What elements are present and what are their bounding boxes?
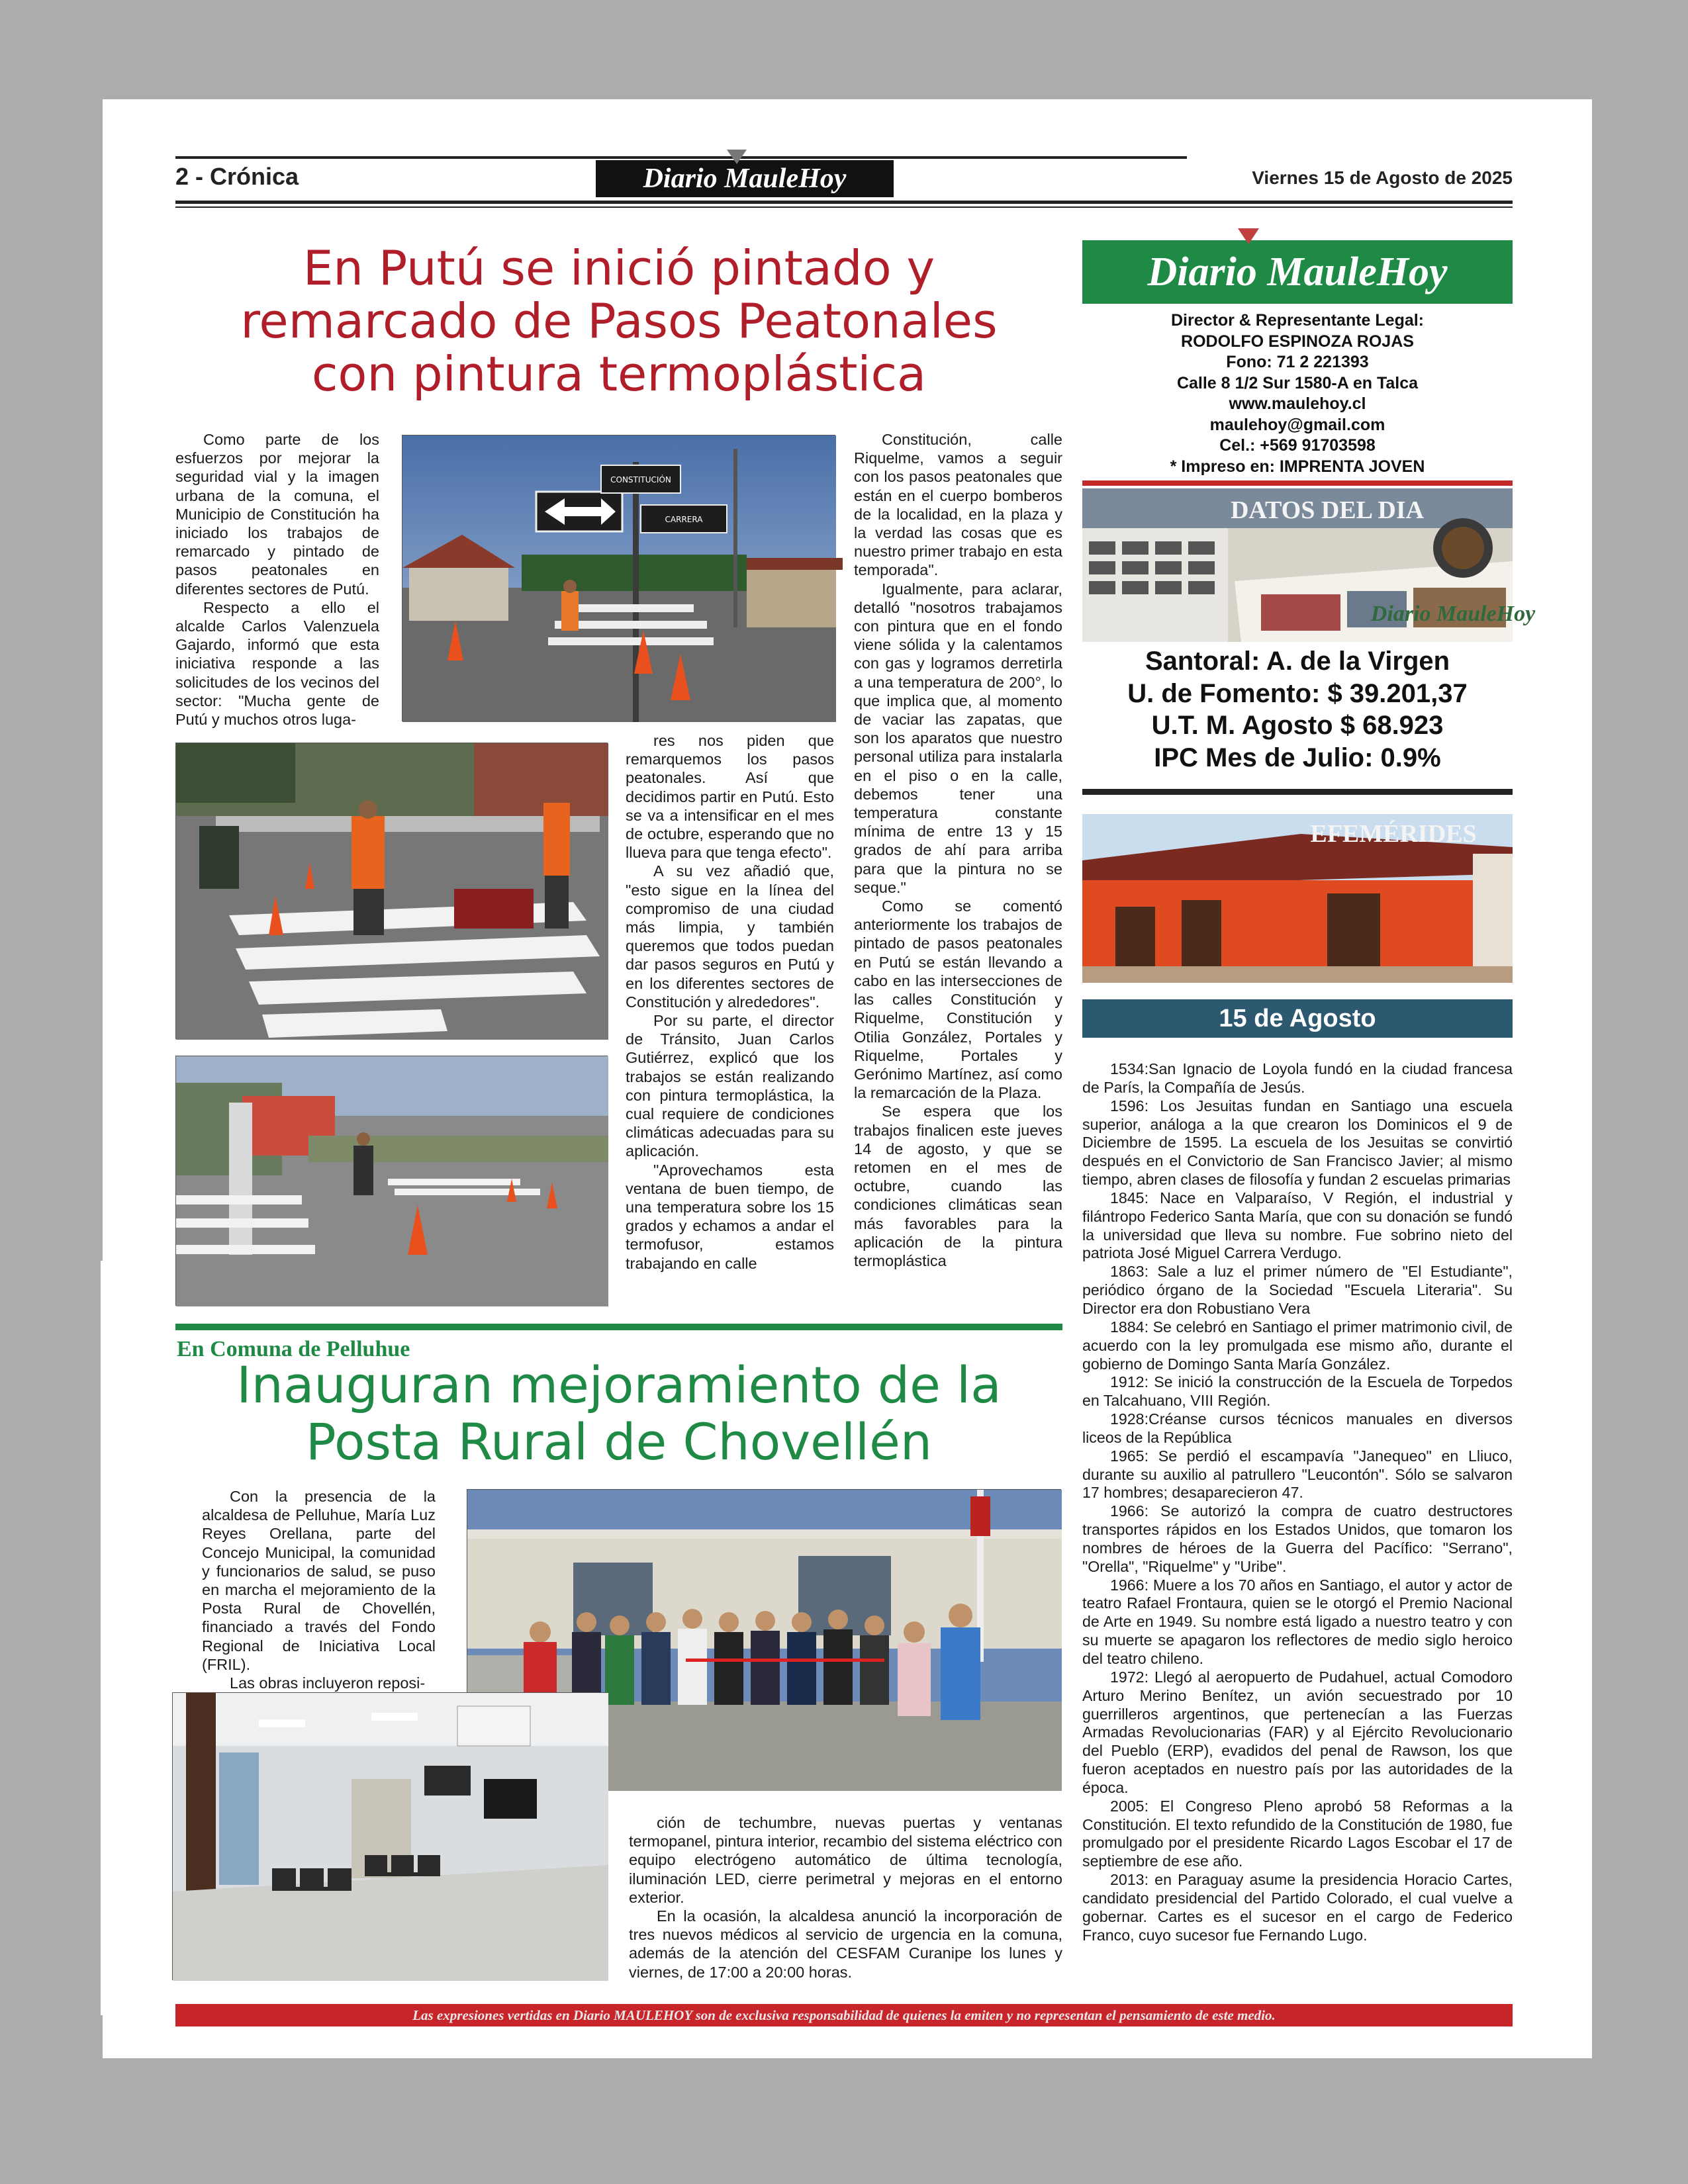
efemerides-entry: 1884: Se celebró en Santiago el primer matrimonio civil, de acuerdo con la ley promulgada ese mismo año, durante el gobierno de Domingo Santa María González. bbox=[1082, 1318, 1513, 1373]
datos-values bbox=[1082, 645, 1513, 774]
efemerides-list bbox=[1082, 1060, 1513, 1945]
photo-workers-crosswalk-art bbox=[176, 743, 608, 1040]
efemerides-entry: 1966: Se autorizó la compra de cuatro destructores transportes rápidos en los Estados Unidos, que tomaron los nombres de héroes de la Guerra del Pacífico: "Serrano", "Orella", "Riquelme" y "Uribe". bbox=[1082, 1502, 1513, 1575]
article1-col1-p2: Respecto a ello el alcalde Carlos Valenzuela Gajardo, informó que esta iniciativa responde a las solicitudes de los vecinos del sector: "Mucha gente de Putú y muchos otros luga- bbox=[175, 598, 379, 729]
sign-top-text: CONSTITUCIÓN bbox=[610, 475, 671, 484]
efemerides-entry: 1534:San Ignacio de Loyola fundó en la ciudad francesa de París, la Compañía de Jesús. bbox=[1082, 1060, 1513, 1096]
datos-banner-logo: Diario MauleHoy bbox=[1370, 602, 1536, 626]
datos-bottom-rule bbox=[1082, 789, 1513, 795]
photo-street-cones bbox=[175, 1056, 608, 1306]
masthead-info bbox=[1082, 310, 1513, 477]
datos-rule bbox=[1082, 480, 1513, 486]
masthead-line-imprenta: * Impreso en: IMPRENTA JOVEN bbox=[1170, 457, 1425, 476]
masthead-line-director: Director & Representante Legal: bbox=[1170, 311, 1425, 330]
efemerides-banner-art bbox=[1082, 814, 1513, 983]
footer-disclaimer: Las expresiones vertidas en Diario MAULEHOY son de exclusiva responsabilidad de quienes la emiten y no representan el pensamiento de este medio. bbox=[412, 2007, 1276, 2023]
masthead-line-cel: Cel.: +569 91703598 bbox=[1219, 436, 1376, 455]
masthead-line-name: RODOLFO ESPINOZA ROJAS bbox=[1181, 332, 1414, 351]
photo-waiting-room-art bbox=[173, 1693, 608, 1981]
article2-col2-p1: ción de techumbre, nuevas puertas y ventanas termopanel, pintura interior, recambio del sistema eléctrico con equipo electrógeno automático de última tecnología, iluminación LED, cierre perimetral y mejoras en el entorno exterior. bbox=[629, 1814, 1062, 1906]
masthead-line-email: maulehoy@gmail.com bbox=[1209, 415, 1385, 434]
article1-col3 bbox=[854, 430, 1062, 1270]
article2-col1-p2: Las obras incluyeron reposi- bbox=[230, 1674, 426, 1692]
header-date: Viernes 15 de Agosto de 2025 bbox=[1252, 167, 1513, 188]
article1-col1-p1: Como parte de los esfuerzos por mejorar la seguridad vial y la imagen urbana de la comuna, el Municipio de Constitución ha iniciado los trabajos de remarcado y pintado de pasos peatonales en diferentes sectores de Putú. bbox=[175, 431, 379, 598]
article1-col3-p4: Se espera que los trabajos finalicen este jueves 14 de agosto, y que se retomen en el mes de octubre, cuando las condiciones climáticas sean más favorables para la aplicación de la pintura termoplástica bbox=[854, 1103, 1062, 1269]
header-rule-thin bbox=[175, 206, 1513, 208]
article1-col2-p1: res nos piden que remarquemos los pasos peatonales. Así que decidimos partir en Putú. Esto se va a intensificar en el mes de octubre, esperando que no llueva para que tenga efecto". bbox=[626, 732, 834, 862]
article2-col1-p1: Con la presencia de la alcaldesa de Pelluhue, María Luz Reyes Orellana, parte del Concejo Municipal, la comunidad y funcionarios de salud, se puso en marcha el mejoramiento de la Posta Rural de Chovellén, financiado a través del Fondo Regional de Iniciativa Local (FRIL). bbox=[202, 1488, 436, 1673]
article1-title bbox=[175, 242, 1062, 400]
efemerides-entry: 2013: en Paraguay asume la presidencia Horacio Cartes, candidato presidencial del Partido Colorado, el cual vuelve a gobernar. Cartes es el sucesor en el cargo de Federico Franco, cuyo sucesor fue Fernando Lugo. bbox=[1082, 1871, 1513, 1944]
header-logo-text: Diario MauleHoy bbox=[643, 163, 847, 194]
header-top-rule bbox=[175, 156, 1187, 159]
article1-title-line1: En Putú se inició pintado y bbox=[303, 240, 935, 296]
efemerides-banner bbox=[1082, 814, 1513, 983]
article1-col3-p1: Constitución, calle Riquelme, vamos a seguir con los pasos peatonales que están en el cuerpo bomberos de la localidad, en la plaza y la verdad las cosas que es nuestro primer trabajo en esta temporada". bbox=[854, 431, 1062, 579]
datos-uf: U. de Fomento: $ 39.201,37 bbox=[1127, 678, 1468, 708]
article2-title-line1: Inauguran mejoramiento de la bbox=[236, 1355, 1002, 1414]
masthead-line-address: Calle 8 1/2 Sur 1580-A en Talca bbox=[1176, 373, 1419, 392]
efemerides-date-bar bbox=[1082, 999, 1513, 1038]
photo-waiting-room bbox=[172, 1692, 608, 1980]
footer-disclaimer-bar bbox=[175, 2004, 1513, 2026]
efemerides-entry: 1596: Los Jesuitas fundan en Santiago una escuela superior, análoga a la que crearon los Dominicos el 9 de Diciembre de 1595. La escuela de los Jesuitas se convirtió después en el Convictorio de San Francisco Javier; al mismo tiempo, abren clases de filosofía y fundan 2 escuelas primarias bbox=[1082, 1097, 1513, 1189]
article2-title-line2: Posta Rural de Chovellén bbox=[305, 1412, 933, 1471]
article1-title-line2: remarcado de Pasos Peatonales bbox=[240, 293, 998, 349]
efemerides-entry: 1966: Muere a los 70 años en Santiago, el autor y actor de teatro Rafael Frontaura, quien se le otorgó el Premio Nacional de Arte en 1949. Su nombre está ligado a nuestro teatro y con su muerte se apagaron los reflectores de medio siglo heroico del teatro chileno. bbox=[1082, 1576, 1513, 1667]
photo-workers-crosswalk bbox=[175, 743, 608, 1039]
datos-utm: U.T. M. Agosto $ 68.923 bbox=[1151, 711, 1444, 740]
sign-street-text: CARRERA bbox=[665, 515, 703, 524]
efemerides-date: 15 de Agosto bbox=[1219, 1005, 1376, 1032]
datos-santoral: Santoral: A. de la Virgen bbox=[1145, 647, 1450, 676]
datos-ipc: IPC Mes de Julio: 0.9% bbox=[1154, 743, 1441, 772]
efemerides-entry: 1965: Se perdió el escampavía "Janequeo" en Lliuco, durante su auxilio al patrullero "Leucontón". Sólo se salvaron 17 hombres; desaparecieron 47. bbox=[1082, 1447, 1513, 1502]
datos-banner-title: DATOS DEL DIA bbox=[1230, 496, 1425, 524]
article1-col2-p3: Por su parte, el director de Tránsito, Juan Carlos Gutiérrez, explicó que los trabajos se están realizando con pintura termoplástica, la cual requiere de condiciones climáticas adecuadas para su aplicación. bbox=[626, 1012, 834, 1160]
article1-col2 bbox=[626, 731, 834, 1273]
article2-col2-p2: En la ocasión, la alcaldesa anunció la incorporación de tres nuevos médicos al servicio de urgencia en la comuna, además de la atención del CESFAM Curanipe los lunes y viernes, de 17:00 a 20:00 horas. bbox=[629, 1907, 1062, 1981]
header-logo-notch bbox=[727, 150, 747, 164]
inset-bleed bbox=[101, 1261, 122, 2015]
masthead-logo-text: Diario MauleHoy bbox=[1147, 250, 1448, 295]
article1-col1 bbox=[175, 430, 379, 729]
efemerides-entry: 1972: Llegó al aeropuerto de Pudahuel, actual Comodoro Arturo Merino Benítez, un avión secuestrado por 10 guerrilleros argentinos, que pertenecían a las Fuerzas Armadas Revolucionarias (FAR) y al Ejército Revolucionario del Pueblo (ERP), evadidos del penal de Rawson, los que fueron aceptados en nuestro país por las autoridades de la época. bbox=[1082, 1668, 1513, 1796]
efemerides-entry: 1912: Se inició la construcción de la Escuela de Torpedos en Talcahuano, VIII Región. bbox=[1082, 1373, 1513, 1410]
datos-banner-art bbox=[1082, 488, 1536, 642]
article1-title-line3: con pintura termoplástica bbox=[311, 346, 927, 402]
masthead-logo bbox=[1082, 240, 1513, 304]
article1-col2-p4: "Aprovechamos esta ventana de buen tiempo, de una temperatura sobre los 15 grados y echamos a andar el termofusor, estamos trabajando en calle bbox=[626, 1161, 834, 1272]
article2-kicker: En Comuna de Pelluhue bbox=[177, 1337, 410, 1361]
efemerides-entry: 2005: El Congreso Pleno aprobó 58 Reformas a la Constitución. El texto refundido de la Constitución de 1980, fue promulgado por el presidente Ricardo Lagos Escobar el 17 de septiembre de ese año. bbox=[1082, 1797, 1513, 1870]
photo-street-sign-art bbox=[402, 435, 836, 722]
masthead-line-fono: Fono: 71 2 221393 bbox=[1226, 353, 1369, 371]
efemerides-entry: 1863: Sale a luz el primer número de "El Estudiante", periódico órgano de la Sociedad "Escuela Literaria". Su Director era don Robustiano Vera bbox=[1082, 1263, 1513, 1317]
article2-col2 bbox=[629, 1813, 1062, 1981]
photo-street-sign bbox=[402, 435, 835, 721]
article2-title bbox=[175, 1357, 1062, 1471]
photo-street-cones-art bbox=[176, 1056, 608, 1306]
efemerides-banner-title: EFEMÉRIDES bbox=[1310, 820, 1477, 848]
header-rule-thick bbox=[175, 201, 1513, 204]
masthead-line-web: www.maulehoy.cl bbox=[1229, 394, 1366, 413]
article2-top-rule bbox=[175, 1324, 1062, 1330]
masthead-logo-notch bbox=[1238, 228, 1259, 244]
article1-col3-p2: Igualmente, para aclarar, detalló "nosotros trabajamos con pintura que en el fondo viene sólida y la calentamos con gas y logramos derretirla a una temperatura de 200°, lo que implica que, al momento de vaciar las zapatas, que son los aparatos que nuestro personal utiliza para instalarla en el piso o en la calle, debemos tener una temperatura constante mínima de entre 13 y 15 grados de ahí para arriba para que la pintura no se seque." bbox=[854, 580, 1062, 896]
article1-col2-p2: A su vez añadió que, "esto sigue en la línea del compromiso de una ciudad más limpia, y también queremos que todos puedan dar pasos seguros en Putú y en los diferentes sectores de Constitución y alrededores". bbox=[626, 862, 834, 1011]
efemerides-entry: 1845: Nace en Valparaíso, V Región, el industrial y filántropo Federico Santa María, que con su donación se fundó la universidad que lleva su nombre. Fue sobrino nieto del patriota José Miguel Carrera Verdugo. bbox=[1082, 1189, 1513, 1262]
header-logo bbox=[596, 160, 894, 197]
header-section: 2 - Crónica bbox=[175, 163, 299, 190]
efemerides-entry: 1928:Créanse cursos técnicos manuales en diversos liceos de la República bbox=[1082, 1410, 1513, 1446]
article1-col3-p3: Como se comentó anteriormente los trabajos de pintado de pasos peatonales en Putú se están llevando a cabo en las intersecciones de las calles Constitución y Riquelme, Constitución y Otilia González, Portales y Riquelme, Portales y Gerónimo Martínez, así como la remarcación de la Plaza. bbox=[854, 897, 1062, 1102]
article2-col1 bbox=[202, 1487, 436, 1692]
datos-banner bbox=[1082, 488, 1536, 642]
